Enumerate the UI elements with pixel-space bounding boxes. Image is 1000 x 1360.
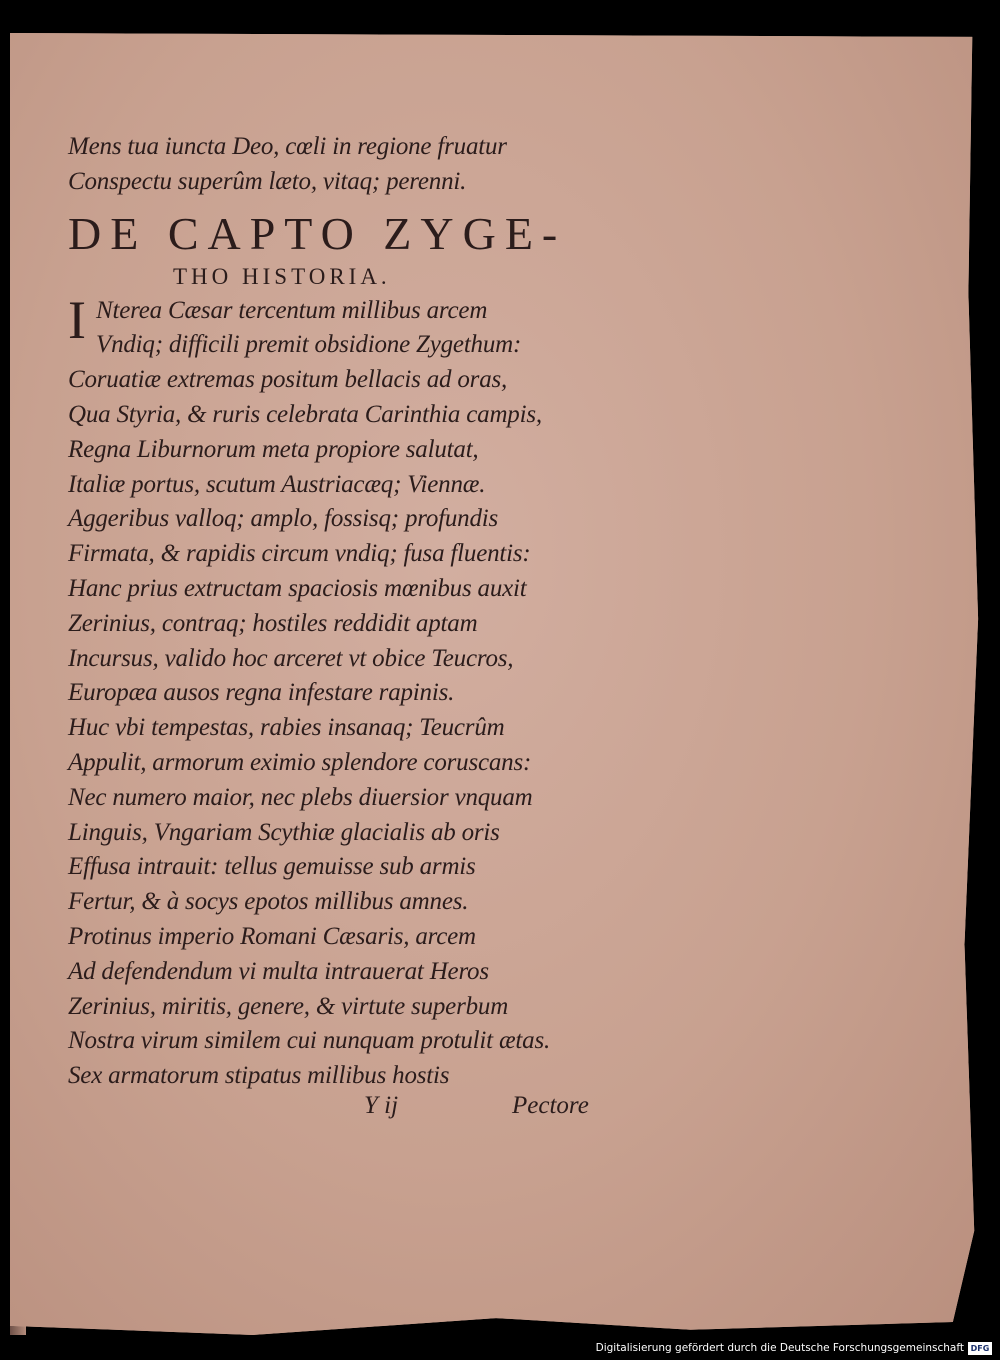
dropcap-block <box>68 289 688 364</box>
verse-line: Italiæ portus, scutum Austriacæq; Viennæ. <box>68 470 486 498</box>
section-subtitle: THO HISTORIA. <box>173 263 391 289</box>
verse-line: Europæa ausos regna infestare rapinis. <box>68 679 455 707</box>
verse-line: Regna Liburnorum meta propiore salutat, <box>68 435 479 463</box>
page-footer <box>68 1092 688 1132</box>
verse-line: Incursus, valido hoc arceret vt obice Teucros, <box>68 644 514 672</box>
verse-line: Effusa intrauit: tellus gemuisse sub armis <box>68 853 476 881</box>
digitization-credit: Digitalisierung gefördert durch die Deutsche Forschungsgemeinschaft <box>595 1342 964 1354</box>
verse-line: Nostra virum similem cui nunquam protulit ætas. <box>68 1027 551 1055</box>
verse-line: Firmata, & rapidis circum vndiq; fusa fluentis: <box>68 540 531 568</box>
verse-line: Ad defendendum vi multa intrauerat Heros <box>68 957 489 985</box>
signature-mark: Y ij <box>364 1092 399 1119</box>
verse-line: Linguis, Vngariam Scythiæ glacialis ab oris <box>68 818 500 846</box>
page-text-block <box>68 130 688 1094</box>
verse-line: Qua Styria, & ruris celebrata Carinthia campis, <box>68 400 542 428</box>
drop-capital: I <box>68 289 86 350</box>
section-title: DE CAPTO ZYGE- <box>68 207 567 259</box>
catchword: Pectore <box>512 1092 589 1119</box>
verse-line: Conspectu superûm læto, vitaq; perenni. <box>68 167 467 195</box>
verse-line: Protinus imperio Romani Cæsaris, arcem <box>68 922 476 950</box>
verse-line: Zerinius, contraq; hostiles reddidit aptam <box>68 609 478 637</box>
verse-line: Aggeribus valloq; amplo, fossisq; profundis <box>68 505 499 533</box>
verse-line: Nec numero maior, nec plebs diuersior vnquam <box>68 783 533 811</box>
verse-line: Zerinius, miritis, genere, & virtute superbum <box>68 992 509 1020</box>
verse-line: Sex armatorum stipatus millibus hostis <box>68 1062 450 1090</box>
verse-line: Hanc prius extructam spaciosis mœnibus auxit <box>68 574 527 602</box>
verse-line: Vndiq; difficili premit obsidione Zygethum: <box>96 331 522 359</box>
verse-lines <box>68 363 688 1094</box>
verse-line: Mens tua iuncta Deo, cœli in regione fruatur <box>68 133 507 160</box>
dfg-logo: DFG <box>968 1342 992 1355</box>
verse-line: Huc vbi tempestas, rabies insanaq; Teucrûm <box>68 714 505 742</box>
verse-line: Nterea Cæsar tercentum millibus arcem <box>96 296 488 324</box>
verse-line: Coruatiæ extremas positum bellacis ad oras, <box>68 366 508 394</box>
verse-line: Appulit, armorum eximio splendore coruscans: <box>68 748 532 776</box>
verse-line: Fertur, & à socys epotos millibus amnes. <box>68 888 469 916</box>
